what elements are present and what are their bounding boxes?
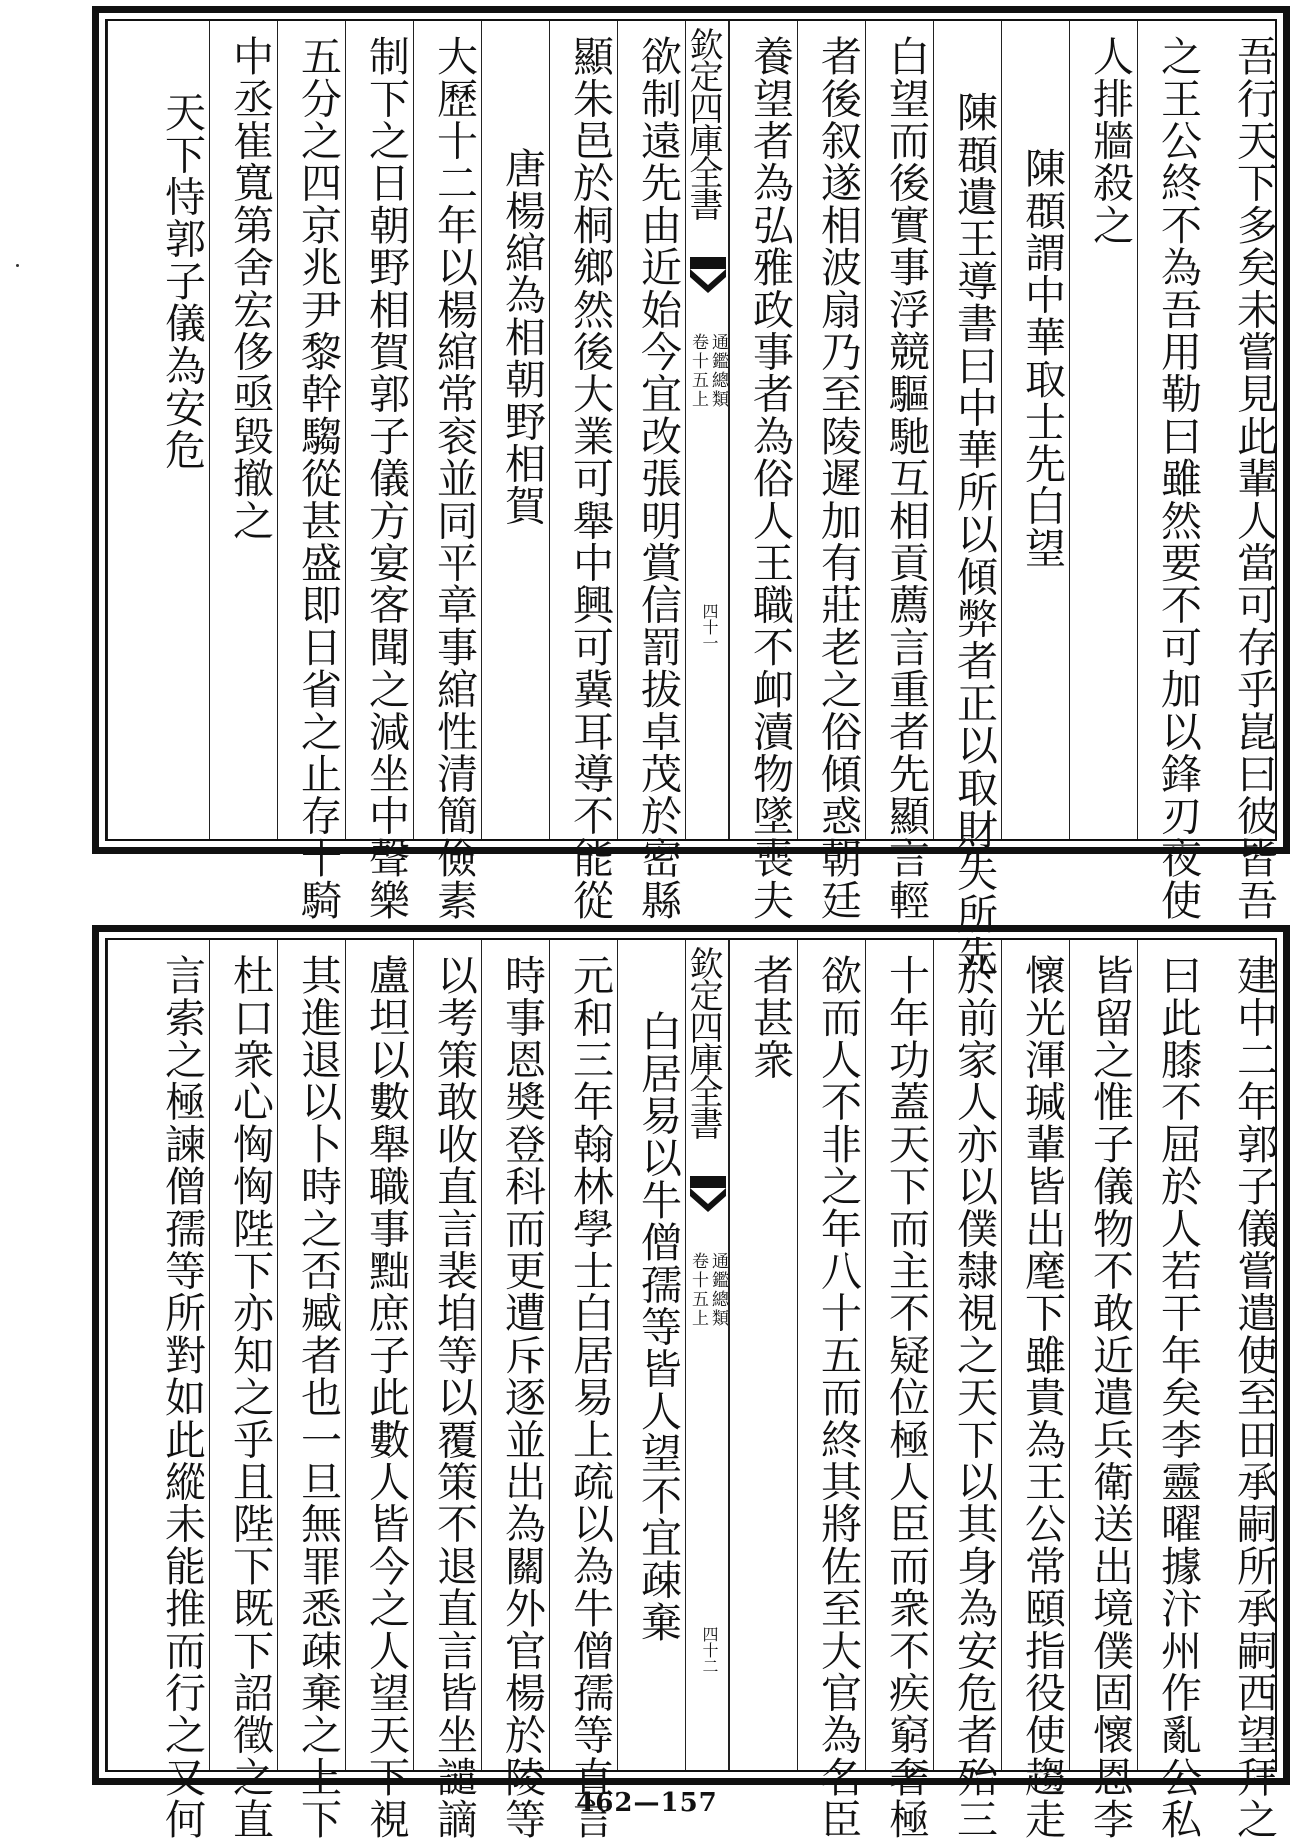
text-column: 中丞崔寬第舍宏侈亟毀撤之 [226, 35, 274, 542]
text-column: 大歷十二年以楊綰常衮並同平章事綰性清簡儉素 [430, 35, 478, 922]
bottom-col-r5 [933, 940, 1001, 1840]
text-column: 杜口衆心恟恟陛下亦知之乎且陛下既下詔徵之直 [226, 954, 274, 1840]
bottom-col-r6 [865, 940, 933, 1840]
strip-page-number: 四十一 [700, 603, 719, 651]
text-column: 懷光渾瑊輩皆出麾下雖貴為王公常頤指役使趨走 [1018, 954, 1066, 1840]
text-column: 者後叙遂相波扇乃至陵遲加有莊老之俗傾惑朝廷 [814, 35, 862, 922]
text-column: 盧坦以數舉職事黜庶子此數人皆今之人望天下視 [362, 954, 410, 1840]
bottom-col-l8 [107, 940, 209, 1840]
text-column: 制下之日朝野相賀郭子儀方宴客聞之減坐中聲樂 [362, 35, 410, 922]
text-column: 陳頵遺王導書曰中華所以傾弊者正以取財失所先 [950, 91, 998, 978]
text-column: 曰此膝不屈於人若干年矣李靈曜據汴州作亂公私 [1154, 954, 1202, 1840]
bottom-center-strip [685, 940, 729, 1770]
bottom-col-l3 [481, 940, 549, 1840]
text-column: 欲制遠先由近始今宜改張明賞信罰拔卓茂於密縣 [634, 35, 682, 922]
text-column: 養望者為弘雅政事者為俗人王職不卹瀆物墜喪夫 [746, 35, 794, 922]
top-col-l2 [549, 21, 617, 922]
top-col-r4 [1001, 21, 1069, 839]
heading-column: 唐楊綰為相朝野相賀 [498, 147, 546, 527]
strip-volume: 卷十五上 [688, 1252, 708, 1328]
heading-column: 陳頵謂中華取士先白望 [1018, 147, 1066, 569]
top-page-inner-border [105, 19, 1278, 978]
bottom-col-r7 [797, 940, 865, 1840]
text-column: 元和三年翰林學士白居易上疏以為牛僧孺等直言 [566, 954, 614, 1840]
top-col-l3 [481, 21, 549, 839]
bottom-col-l2 [549, 940, 617, 1840]
top-col-l1 [617, 21, 685, 922]
bottom-col-r1 [1205, 940, 1281, 1840]
heading-column: 天下恃郭子儀為安危 [158, 91, 206, 471]
heading-column: 白居易以牛僧孺等皆人望不宜疎棄 [634, 1010, 682, 1643]
top-col-l6 [277, 21, 345, 922]
bottom-col-l4 [413, 940, 481, 1840]
text-column: 十年功蓋天下而主不疑位極人臣而衆不疾窮奢極 [882, 954, 930, 1840]
text-column: 五分之四京兆尹黎幹騶從甚盛即日省之止存十騎 [294, 35, 342, 922]
text-column: 白望而後實事浮競驅馳互相貢薦言重者先顯言輕 [882, 35, 930, 922]
text-column: 言索之極諫僧孺等所對如此縱未能推而行之又何 [158, 954, 206, 1840]
top-col-l5 [345, 21, 413, 922]
top-col-l4 [413, 21, 481, 922]
top-col-r8 [729, 21, 797, 922]
top-center-strip [685, 21, 729, 839]
top-col-r2 [1137, 21, 1205, 922]
page-footer-number: 462—157 [576, 1788, 718, 1818]
bottom-col-l1 [617, 940, 685, 1770]
strip-volume: 卷十五上 [688, 333, 708, 409]
text-column: 之王公終不為吾用勒曰雖然要不可加以鋒刃夜使 [1154, 35, 1202, 922]
bottom-col-r2 [1137, 940, 1205, 1840]
text-column: 者甚衆 [746, 954, 794, 1081]
fish-tail-mark-icon [690, 1176, 726, 1220]
strip-page-number: 四十二 [700, 1626, 719, 1674]
top-page-frame [92, 6, 1290, 978]
bottom-col-l6 [277, 940, 345, 1840]
strip-title: 欽定四庫全書 [683, 946, 723, 1138]
top-col-r5 [933, 21, 1001, 978]
text-column: 其進退以卜時之否臧者也一旦無罪悉疎棄之上下 [294, 954, 342, 1840]
text-column: 人排牆殺之 [1086, 35, 1134, 246]
strip-book-title: 通鑑總類 [708, 333, 728, 409]
fish-tail-mark-icon [690, 257, 726, 301]
bottom-col-r3 [1069, 940, 1137, 1840]
text-column: 欲而人不非之年八十五而終其將佐至大官為名臣 [814, 954, 862, 1840]
top-col-r7 [797, 21, 865, 922]
text-column: 皆留之惟子儀物不敢近遣兵衛送出境僕固懷恩李 [1086, 954, 1134, 1840]
bottom-col-r4 [1001, 940, 1069, 1840]
top-col-r6 [865, 21, 933, 922]
bottom-col-l5 [345, 940, 413, 1840]
text-column: 吾行天下多矣未嘗見此輩人當可存乎崑曰彼皆吾 [1230, 35, 1278, 922]
scan-speck [16, 264, 19, 267]
text-column: 建中二年郭子儀嘗遣使至田承嗣所承嗣西望拜之 [1230, 954, 1278, 1840]
strip-title: 欽定四庫全書 [683, 27, 723, 219]
bottom-col-l7 [209, 940, 277, 1840]
top-col-r1 [1205, 21, 1281, 922]
top-col-l8 [107, 21, 209, 839]
text-column: 以考策敢收直言裴垍等以覆策不退直言皆坐譴謫 [430, 954, 478, 1840]
text-column: 於前家人亦以僕隸視之天下以其身為安危者殆三 [950, 954, 998, 1840]
text-column: 顯朱邑於桐鄉然後大業可舉中興可冀耳導不能從 [566, 35, 614, 922]
bottom-col-r8 [729, 940, 797, 1770]
text-column: 時事恩奬登科而更遭斥逐並出為關外官楊於陵等 [498, 954, 546, 1840]
strip-book-title: 通鑑總類 [708, 1252, 728, 1328]
top-col-r3 [1069, 21, 1137, 839]
top-col-l7 [209, 21, 277, 839]
